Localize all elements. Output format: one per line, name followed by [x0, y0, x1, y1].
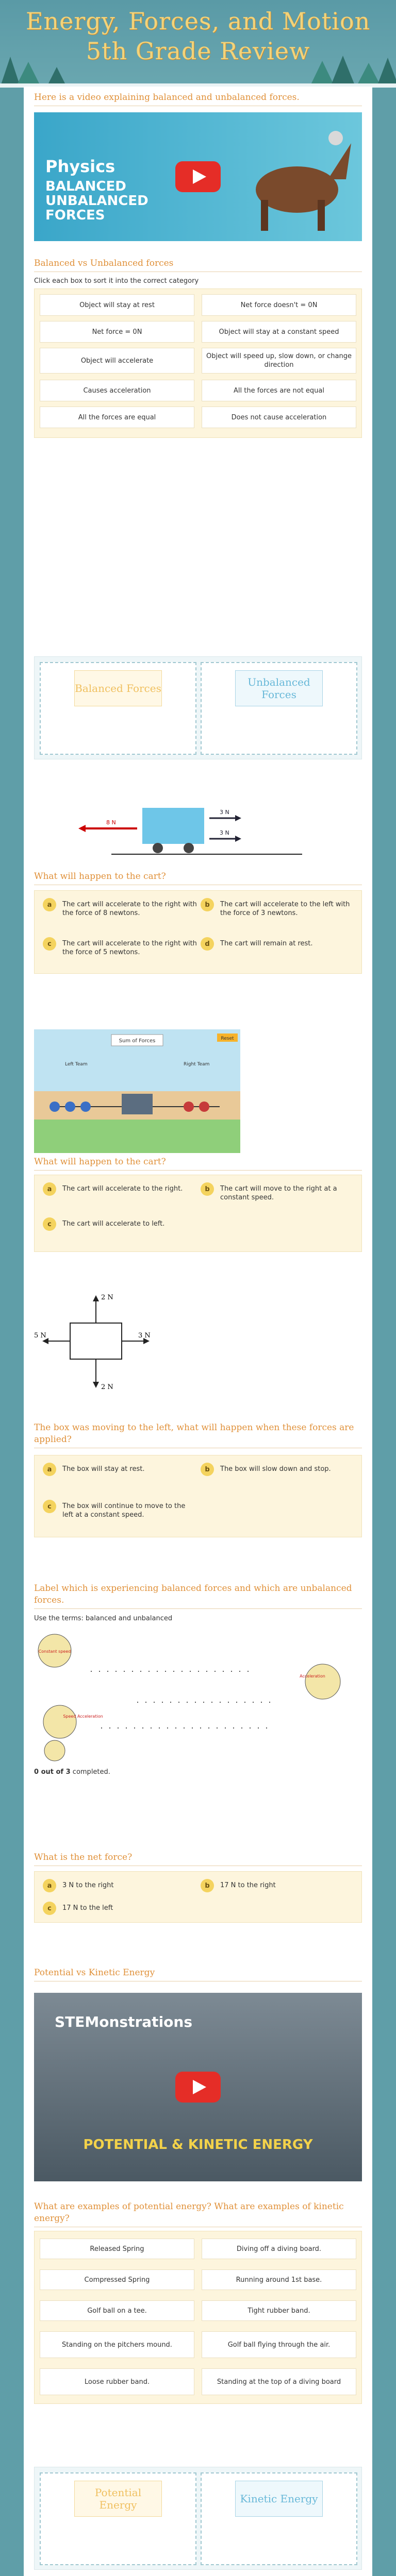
option-text: The cart will remain at rest.: [220, 940, 313, 947]
cart1-options: [34, 890, 362, 974]
cart1-option-c[interactable]: [43, 937, 197, 957]
sort1-item[interactable]: Object will stay at rest: [40, 294, 194, 316]
tug-of-war-image: [34, 1029, 240, 1153]
net-force-option-b[interactable]: [201, 1879, 355, 1892]
video2-player[interactable]: [34, 1993, 362, 2181]
sort1-item[interactable]: Object will stay at a constant speed: [202, 321, 356, 343]
sort2-item-pool: [34, 2231, 362, 2404]
video2-play-button[interactable]: [175, 2072, 221, 2103]
sort2-item[interactable]: Diving off a diving board.: [202, 2239, 356, 2259]
option-letter: c: [43, 937, 56, 951]
cart1-question: What will happen to the cart?: [34, 871, 362, 885]
option-text: The box will stay at rest.: [62, 1465, 145, 1473]
option-letter: a: [43, 1182, 56, 1196]
cart1-option-a[interactable]: [43, 898, 197, 918]
label-task-progress: [34, 1768, 110, 1776]
box-top-force: 2 N: [101, 1294, 113, 1301]
box-option-b[interactable]: [201, 1463, 355, 1476]
option-letter: c: [43, 1902, 56, 1915]
net-force-option-a[interactable]: [43, 1879, 197, 1892]
video1-heading: Here is a video explaining balanced and unbalanced forces.: [34, 92, 362, 106]
tug-right-label: Right Team: [184, 1062, 210, 1067]
box-right-force: 3 N: [138, 1332, 151, 1340]
cart1-left-force: 8 N: [106, 819, 116, 826]
net-force-option-c[interactable]: [43, 1902, 197, 1915]
worksheet-page: [24, 87, 372, 2576]
sort1-heading: Balanced vs Unbalanced forces: [34, 258, 362, 272]
video1-play-button[interactable]: [175, 161, 221, 192]
option-letter: b: [201, 1463, 214, 1476]
box-option-a[interactable]: [43, 1463, 197, 1476]
sort1-item[interactable]: All the forces are not equal: [202, 380, 356, 401]
option-text: The cart will accelerate to the left with the force of 3 newtons.: [220, 901, 350, 917]
video1-player[interactable]: [34, 112, 362, 241]
cart1-right-top-force: 3 N: [220, 809, 229, 816]
sort1-item-pool: [34, 289, 362, 438]
video1-caption-line2: UNBALANCED: [45, 193, 148, 209]
cart1-option-b[interactable]: [201, 898, 355, 918]
cart1-diagram: [34, 787, 362, 870]
bubble-constant-speed: Constant speed: [38, 1649, 71, 1654]
cart2-option-b[interactable]: [201, 1182, 355, 1202]
box-question: The box was moving to the left, what will happen when these forces are applied?: [34, 1422, 362, 1448]
box-force-diagram: [34, 1292, 158, 1390]
option-text: 17 N to the right: [220, 1882, 276, 1889]
option-text: 17 N to the left: [62, 1904, 113, 1912]
sort2-item[interactable]: Golf ball flying through the air.: [202, 2331, 356, 2358]
sort1-item[interactable]: Object will accelerate: [40, 348, 194, 374]
option-text: The cart will accelerate to the right with the force of 5 newtons.: [62, 940, 197, 956]
video2-brand: STEMonstrations: [55, 2013, 192, 2030]
net-force-options: [34, 1871, 362, 1923]
cart1-right-bottom-force: 3 N: [220, 829, 229, 836]
sort1-bins: [34, 656, 362, 759]
cart2-option-a[interactable]: [43, 1182, 197, 1196]
option-letter: a: [43, 898, 56, 911]
sort2-item[interactable]: Loose rubber band.: [40, 2368, 194, 2395]
video1-caption-line1: BALANCED: [45, 179, 126, 194]
sort2-item[interactable]: Standing at the top of a diving board: [202, 2368, 356, 2395]
option-letter: a: [43, 1879, 56, 1892]
bubble-acceleration: Acceleration: [300, 1674, 325, 1679]
title-line-2: 5th Grade Review: [86, 37, 310, 65]
sort1-bin-balanced[interactable]: [40, 662, 196, 755]
sort1-item[interactable]: Object will speed up, slow down, or change direction: [202, 348, 356, 374]
cart2-option-c[interactable]: [43, 1217, 197, 1231]
sort2-bin-potential-label: Potential Energy: [74, 2481, 162, 2517]
sort1-bin-unbalanced-label: Unbalanced Forces: [235, 670, 323, 706]
sort2-item[interactable]: Standing on the pitchers mound.: [40, 2331, 194, 2358]
sort2-bins: [34, 2467, 362, 2570]
tree-decoration: [0, 52, 396, 88]
option-text: The cart will accelerate to the right.: [62, 1185, 183, 1193]
title-line-1: Energy, Forces, and Motion: [25, 7, 371, 35]
bubble-speed-acceleration: Speed Acceleration: [63, 1714, 103, 1719]
option-text: The cart will accelerate to left.: [62, 1220, 165, 1228]
box-option-c[interactable]: [43, 1500, 197, 1519]
sort2-item[interactable]: Tight rubber band.: [202, 2300, 356, 2321]
label-task-instruction: Use the terms: balanced and unbalanced: [34, 1615, 173, 1622]
sort1-item[interactable]: Net force = 0N: [40, 321, 194, 343]
sort1-bin-balanced-label: Balanced Forces: [74, 670, 162, 706]
sort1-item[interactable]: Net force doesn't = 0N: [202, 294, 356, 316]
option-letter: c: [43, 1217, 56, 1231]
sort2-item[interactable]: Compressed Spring: [40, 2269, 194, 2290]
page-header: [0, 0, 396, 88]
sort1-instruction: Click each box to sort it into the correct category: [34, 277, 199, 285]
tug-left-label: Left Team: [65, 1062, 88, 1067]
sort1-item[interactable]: Causes acceleration: [40, 380, 194, 401]
video2-heading: Potential vs Kinetic Energy: [34, 1967, 362, 1981]
option-letter: b: [201, 1879, 214, 1892]
option-letter: b: [201, 1182, 214, 1196]
sort2-item[interactable]: Golf ball on a tee.: [40, 2300, 194, 2321]
sort1-item[interactable]: All the forces are equal: [40, 406, 194, 428]
option-text: The box will continue to move to the left at a constant speed.: [62, 1502, 186, 1519]
box-options: [34, 1455, 362, 1537]
video2-caption: POTENTIAL & KINETIC ENERGY: [83, 2137, 313, 2153]
option-text: 3 N to the right: [62, 1882, 114, 1889]
cart1-option-d[interactable]: [201, 937, 355, 951]
sort2-bin-potential[interactable]: [40, 2472, 196, 2565]
option-text: The cart will accelerate to the right with the force of 8 newtons.: [62, 901, 197, 917]
box-bottom-force: 2 N: [101, 1383, 113, 1390]
progress-count: 0 out of 3: [34, 1768, 71, 1776]
option-letter: c: [43, 1500, 56, 1513]
sort2-item[interactable]: Running around 1st base.: [202, 2269, 356, 2290]
net-force-question: What is the net force?: [34, 1852, 362, 1866]
video1-physics-label: Physics: [45, 157, 116, 176]
tug-banner: Sum of Forces: [119, 1038, 156, 1044]
option-letter: b: [201, 898, 214, 911]
cart2-question: What will happen to the cart?: [34, 1156, 362, 1171]
sort2-bin-kinetic[interactable]: [201, 2472, 357, 2565]
cart2-options: [34, 1175, 362, 1252]
sort2-bin-kinetic-label: Kinetic Energy: [235, 2481, 323, 2517]
sort1-bin-unbalanced[interactable]: [201, 662, 357, 755]
option-letter: d: [201, 937, 214, 951]
tug-reset-label: Reset: [221, 1036, 234, 1041]
video1-caption-line3: FORCES: [45, 208, 105, 223]
option-text: The box will slow down and stop.: [220, 1465, 331, 1473]
sort1-item[interactable]: Does not cause acceleration: [202, 406, 356, 428]
box-left-force: 5 N: [34, 1332, 46, 1340]
sort2-heading: What are examples of potential energy? What are examples of kinetic energy?: [34, 2201, 362, 2227]
label-task-illustration: [34, 1630, 362, 1764]
option-text: The cart will move to the right at a constant speed.: [220, 1185, 337, 1201]
progress-suffix: completed.: [72, 1768, 110, 1776]
horse-illustration: [230, 123, 354, 236]
video1-caption: [45, 179, 148, 223]
label-task-question: Label which is experiencing balanced forces and which are unbalanced forces.: [34, 1583, 362, 1609]
option-letter: a: [43, 1463, 56, 1476]
sort2-item[interactable]: Released Spring: [40, 2239, 194, 2259]
